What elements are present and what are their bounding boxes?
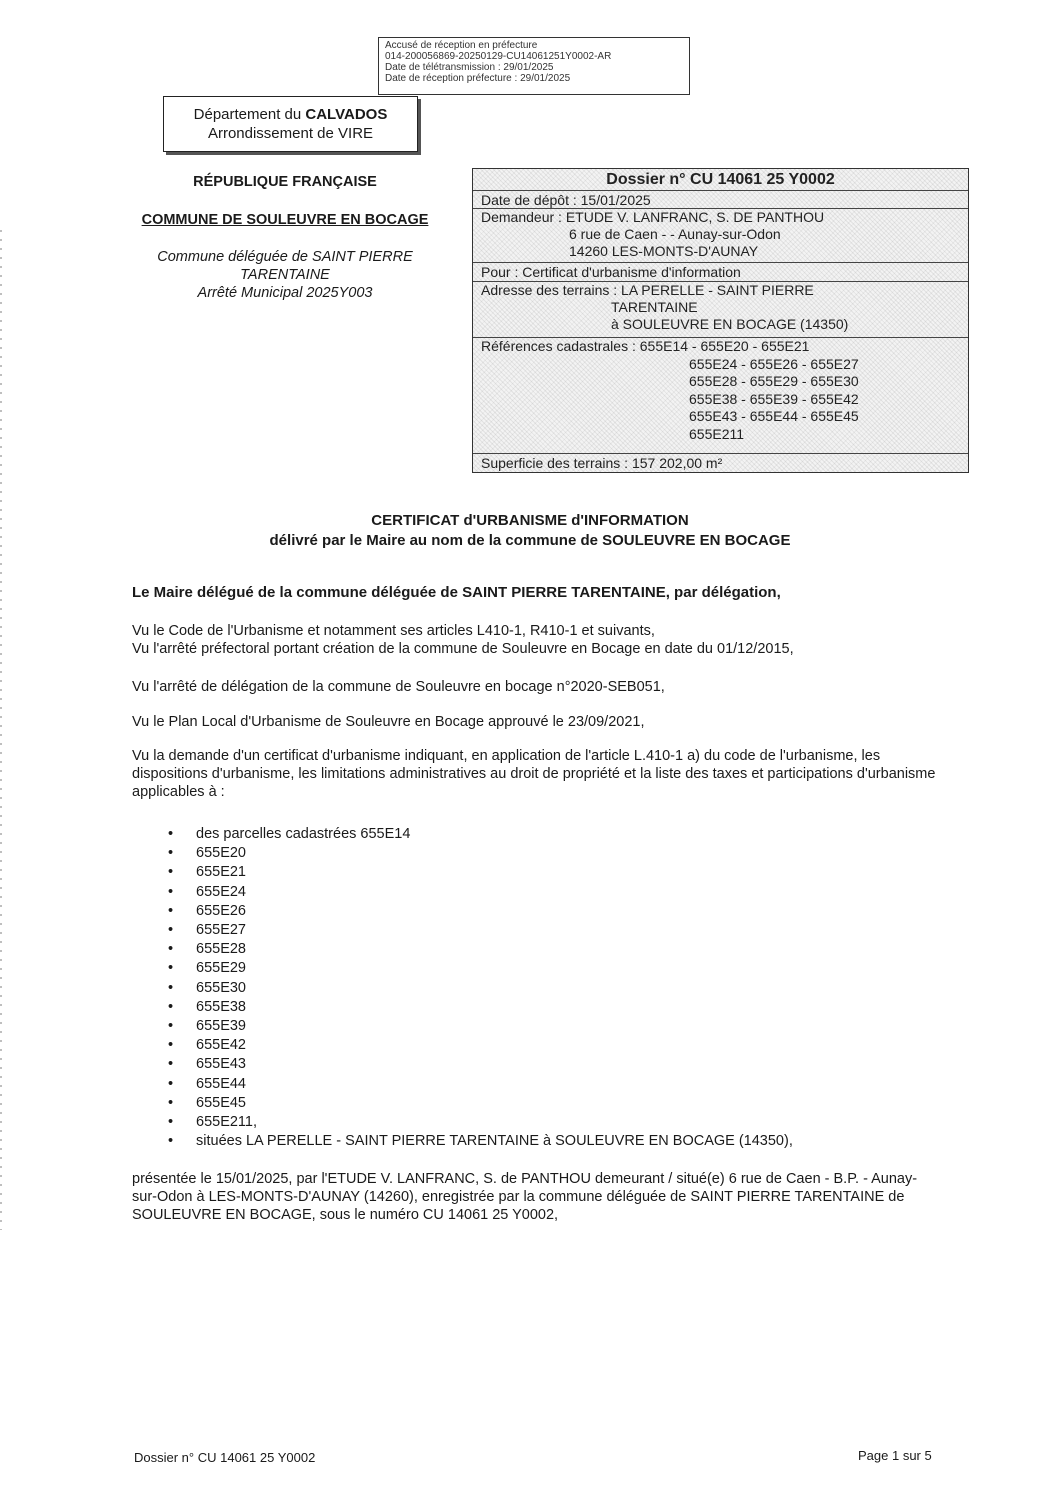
parcel-item: • 655E43 [168,1055,793,1074]
certificate-title: CERTIFICAT d'URBANISME d'INFORMATION délivré par le Maire au nom de la commune de SOULEUVRE EN BOCAGE [269,512,791,549]
dossier-references: Références cadastrales : 655E14 - 655E20 - 655E21 655E24 - 655E26 - 655E27 655E28 - 655E29 - 655E30 655E38 - 655E39 - 655E42 655E43 - 655E44 - 655E45 655E211 [473,338,968,454]
parcel-item: • 655E26 [168,902,793,921]
footer-page-number: Page 1 sur 5 [858,1448,932,1463]
parcel-item: • 655E24 [168,883,793,902]
vu-arrete-delegation: Vu l'arrêté de délégation de la commune de Souleuvre en bocage n°2020-SEB051, [132,679,665,695]
department-line: Département du CALVADOS [193,106,388,123]
parcel-item: • 655E39 [168,1017,793,1036]
parcel-item: • 655E21 [168,863,793,882]
scan-artifact [0,230,2,1230]
stamp-line: Accusé de réception en préfecture [385,40,538,51]
dossier-title: Dossier n° CU 14061 25 Y0002 [473,169,968,191]
parcel-item: • 655E30 [168,979,793,998]
parcel-item: • 655E211, [168,1113,793,1132]
dossier-demandeur: Demandeur : ETUDE V. LANFRANC, S. DE PANTHOU 6 rue de Caen - - Aunay-sur-Odon 14260 LES-MONTS-D'AUNAY [473,209,968,263]
parcel-item: • 655E45 [168,1094,793,1113]
prefecture-receipt-stamp [378,37,690,95]
parcel-item: • situées LA PERELLE - SAINT PIERRE TARENTAINE à SOULEUVRE EN BOCAGE (14350), [168,1132,793,1151]
presentee-paragraph: présentée le 15/01/2025, par l'ETUDE V. LANFRANC, S. de PANTHOU demeurant / situé(e) 6 rue de Caen - B.P. - Aunay-sur-Odon à LES-MONTS-D'AUNAY (14260), enregistrée par la commune déléguée de SAINT PIERRE TARENTAINE de SOULEUVRE EN BOCAGE, sous le numéro CU 14061 25 Y0002, [132,1171,918,1223]
dossier-box [472,168,969,473]
parcel-list [168,825,793,1151]
parcel-item: • 655E20 [168,844,793,863]
stamp-line: 014-200056869-20250129-CU14061251Y0002-AR [385,51,612,62]
parcel-item: • 655E27 [168,921,793,940]
parcel-item: • 655E38 [168,998,793,1017]
vu-code-urbanisme: Vu le Code de l'Urbanisme et notamment ses articles L410-1, R410-1 et suivants, Vu l'arrêté préfectoral portant création de la commune de Souleuvre en Bocage en date du 01/12/2015, [132,623,794,657]
department-box [163,96,418,152]
dossier-date: Date de dépôt : 15/01/2025 [473,191,968,209]
parcel-item: • 655E42 [168,1036,793,1055]
parcel-item: • 655E44 [168,1075,793,1094]
dossier-adresse: Adresse des terrains : LA PERELLE - SAINT PIERRE TARENTAINE à SOULEUVRE EN BOCAGE (14350) [473,282,968,338]
arrondissement-line: Arrondissement de VIRE [207,125,374,142]
stamp-line: Date de réception préfecture : 29/01/2025 [385,73,571,84]
delegated-commune: Commune déléguée de SAINT PIERRE TARENTAINE Arrêté Municipal 2025Y003 [157,249,413,301]
vu-demande: Vu la demande d'un certificat d'urbanisme indiquant, en application de l'article L.410-1 a) du code de l'urbanisme, les dispositions d'urbanisme, les limitations administratives au droit de propriété et la liste des taxes et participations d'urbanisme applicables à : [132,748,936,800]
vu-plu: Vu le Plan Local d'Urbanisme de Souleuvre en Bocage approuvé le 23/09/2021, [132,714,645,730]
dossier-superficie: Superficie des terrains : 157 202,00 m² [481,455,723,471]
dossier-pour: Pour : Certificat d'urbanisme d'information [473,263,968,282]
stamp-line: Date de télétransmission : 29/01/2025 [385,62,554,73]
parcel-item: • 655E29 [168,959,793,978]
republic-heading: RÉPUBLIQUE FRANÇAISE [193,174,377,190]
commune-heading: COMMUNE DE SOULEUVRE EN BOCAGE [141,212,429,228]
footer-dossier: Dossier n° CU 14061 25 Y0002 [134,1450,316,1465]
parcel-item: • des parcelles cadastrées 655E14 [168,825,793,844]
maire-statement: Le Maire délégué de la commune déléguée de SAINT PIERRE TARENTAINE, par délégation, [132,584,781,601]
parcel-item: • 655E28 [168,940,793,959]
